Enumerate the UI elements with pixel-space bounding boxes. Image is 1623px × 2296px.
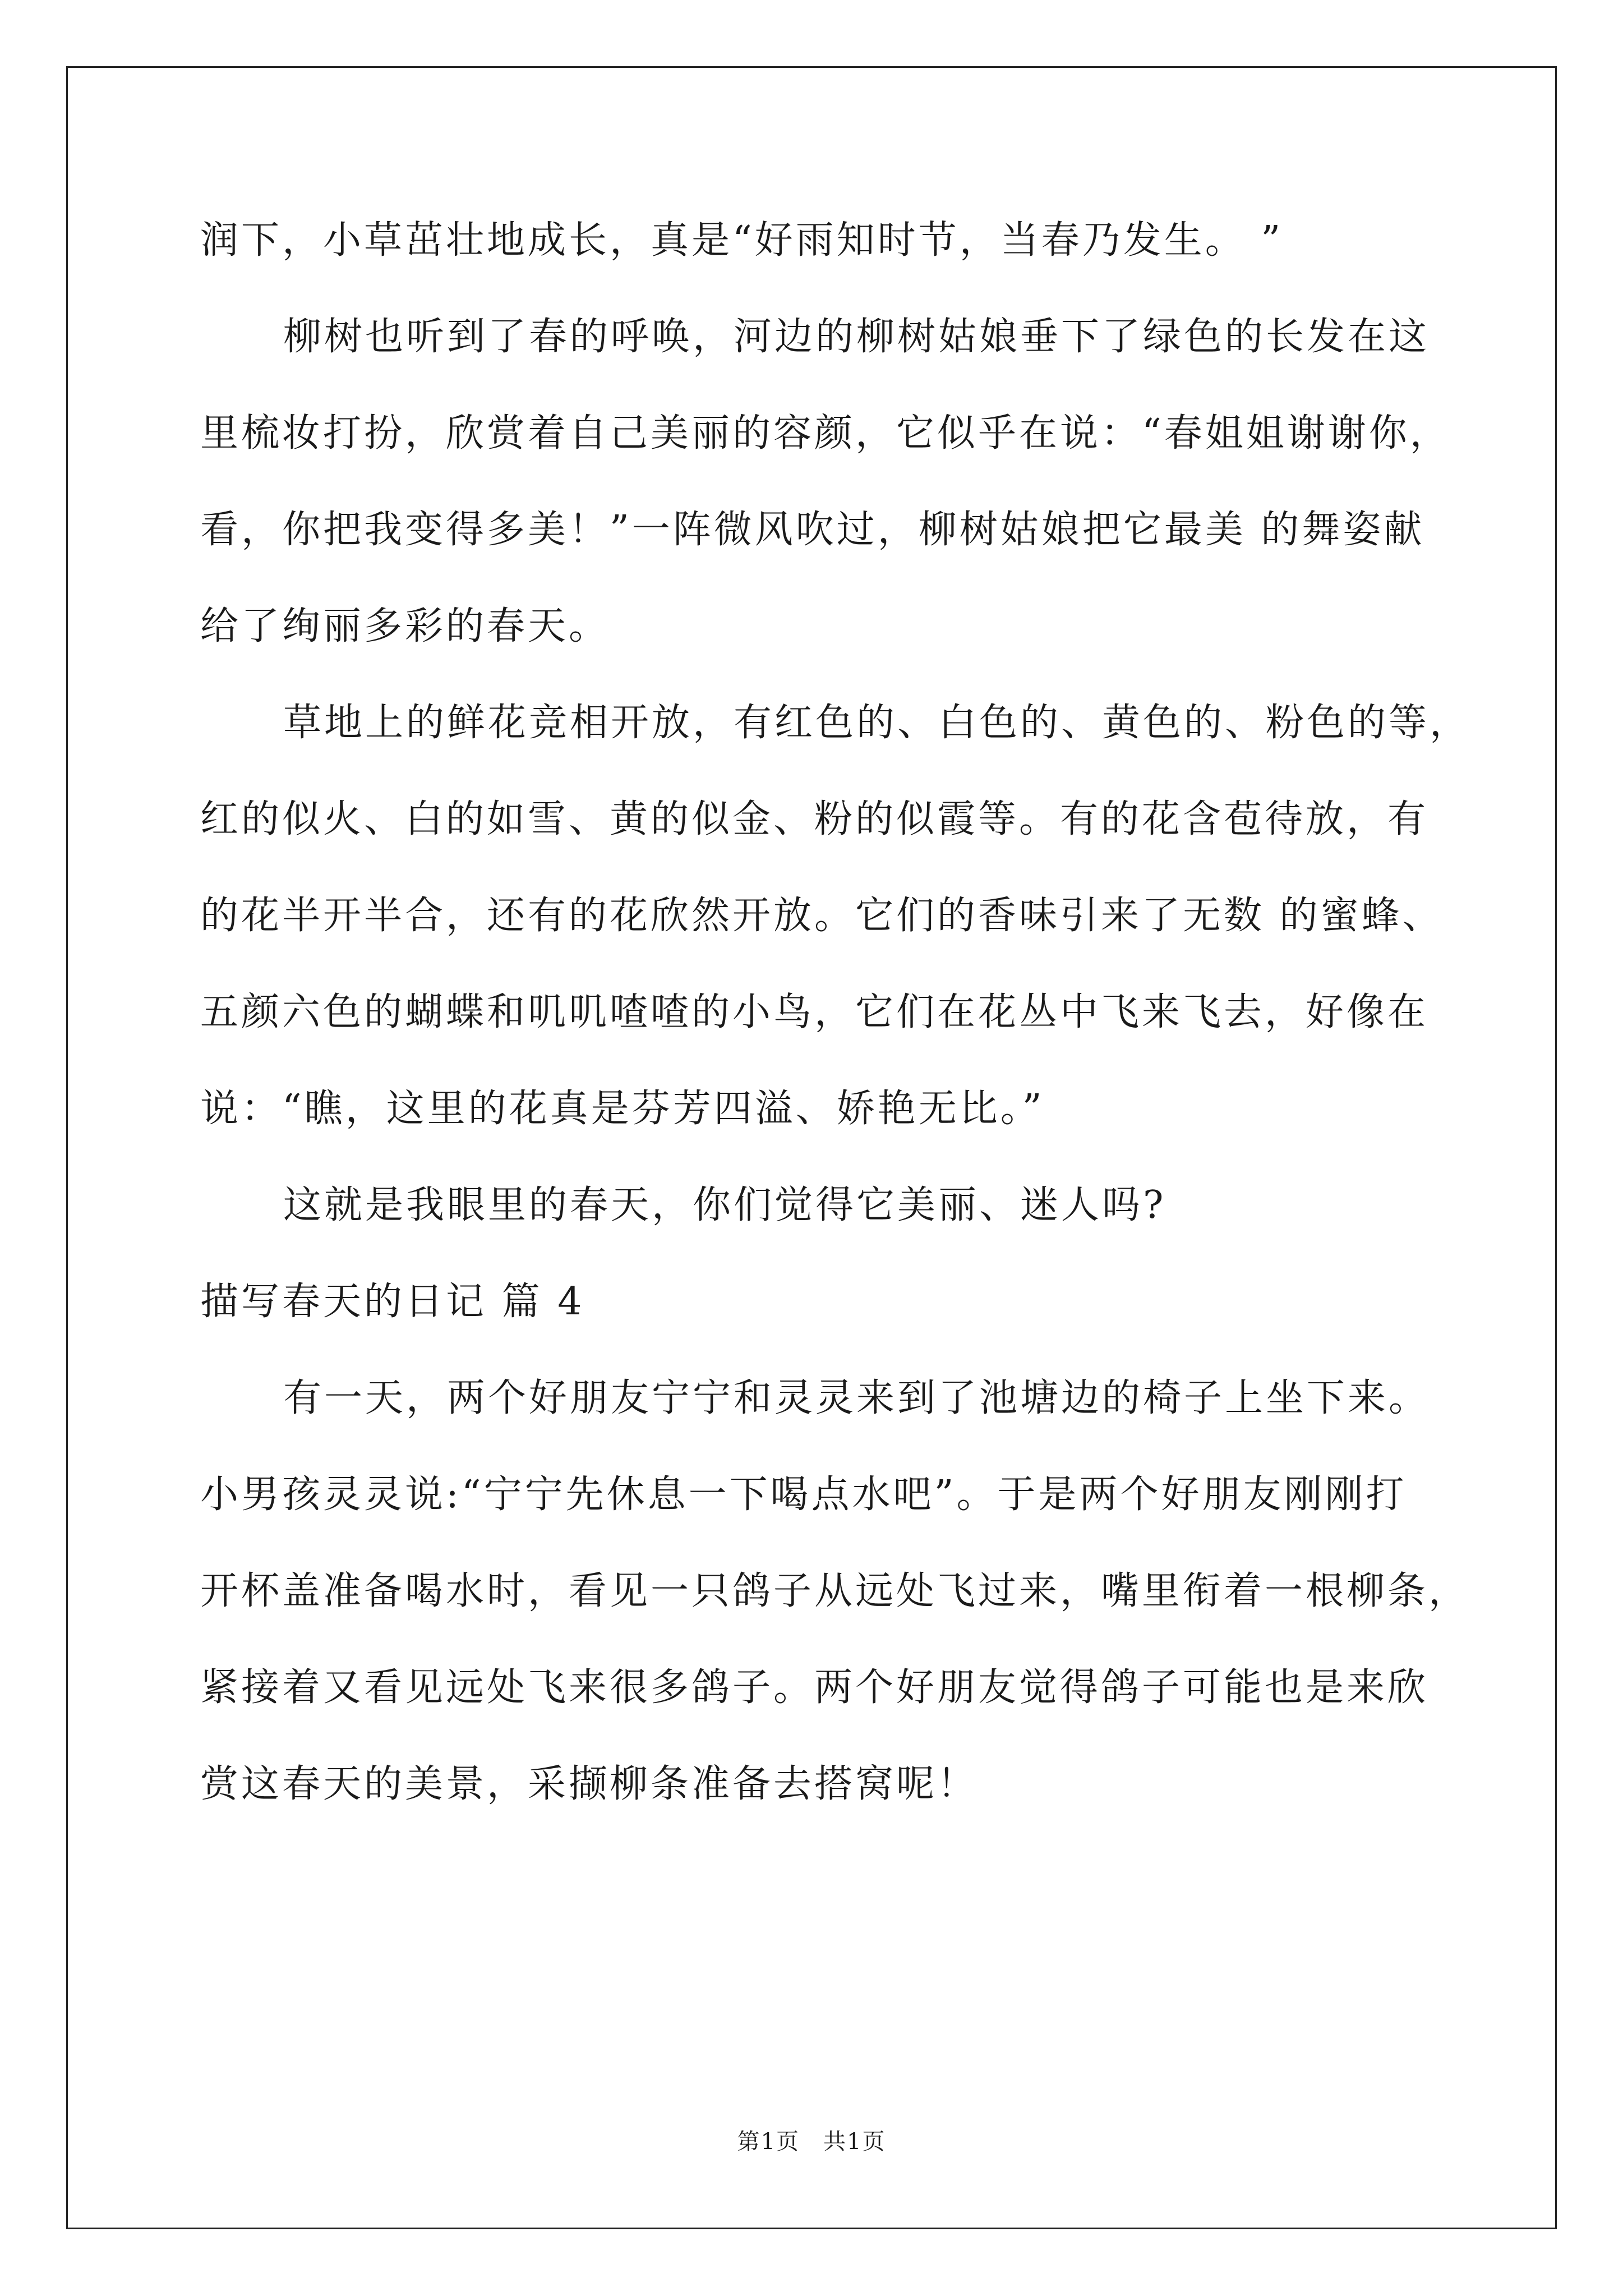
- section-heading: 描写春天的日记 篇 4: [200, 1280, 585, 1324]
- paragraph-start-line: 柳树也听到了春的呼唤，河边的柳树姑娘垂下了绿色的长发在这: [283, 315, 1430, 359]
- body-line: 五颜六色的蝴蝶和叽叽喳喳的小鸟，它们在花丛中飞来飞去，好像在: [200, 990, 1429, 1034]
- body-line: 紧接着又看见远处飞来很多鸽子。两个好朋友觉得鸽子可能也是来欣: [200, 1665, 1429, 1710]
- body-line: 看，你把我变得多美！”一阵微风吹过，柳树姑娘把它最美 的舞姿献: [200, 508, 1425, 552]
- paragraph-start-line: 这就是我眼里的春天，你们觉得它美丽、迷人吗?: [283, 1183, 1166, 1227]
- body-line: 小男孩灵灵说:“宁宁先休息一下喝点水吧”。于是两个好朋友刚刚打: [200, 1473, 1407, 1517]
- paragraph-start-line: 草地上的鲜花竞相开放，有红色的、白色的、黄色的、粉色的等，: [283, 701, 1471, 745]
- body-line: 里梳妆打扮，欣赏着自己美丽的容颜，它似乎在说：“春姐姐谢谢你，: [200, 411, 1451, 455]
- body-line: 润下，小草茁壮地成长，真是“好雨知时节，当春乃发生。 ”: [200, 218, 1284, 263]
- body-line: 的花半开半合，还有的花欣然开放。它们的香味引来了无数 的蜜蜂、: [200, 894, 1444, 938]
- page-footer: 第1页 共1页: [737, 2129, 886, 2155]
- body-line: 给了绚丽多彩的春天。: [200, 604, 610, 648]
- page-border: [66, 66, 1557, 2229]
- body-line: 说：“瞧，这里的花真是芬芳四溢、娇艳无比。”: [200, 1087, 1045, 1131]
- body-line: 红的似火、白的如雪、黄的似金、粉的似霞等。有的花含苞待放，有: [200, 797, 1429, 841]
- body-line: 赏这春天的美景，采撷柳条准备去搭窝呢！: [200, 1762, 979, 1806]
- paragraph-start-line: 有一天，两个好朋友宁宁和灵灵来到了池塘边的椅子上坐下来。: [283, 1376, 1430, 1420]
- body-line: 开杯盖准备喝水时，看见一只鸽子从远处飞过来，嘴里衔着一根柳条，: [200, 1569, 1470, 1613]
